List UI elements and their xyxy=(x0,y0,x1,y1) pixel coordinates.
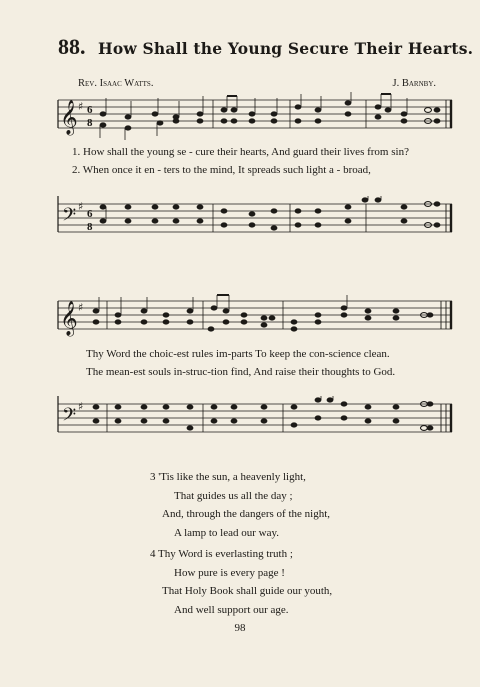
svg-text:𝄢: 𝄢 xyxy=(62,205,77,230)
verse-3 xyxy=(150,468,330,542)
svg-text:♯: ♯ xyxy=(78,301,84,314)
author-credit: Rev. Isaac Watts. xyxy=(78,78,154,89)
hymn-title xyxy=(58,34,474,60)
svg-text:6: 6 xyxy=(87,208,93,220)
verse-4 xyxy=(150,545,332,619)
lyric-line-3: Thy Word the choic-est rules im-parts To keep the con-science clean. xyxy=(86,348,390,360)
hymn-title-text: How Shall the Young Secure Their Hearts. xyxy=(98,39,474,58)
bass-staff-system-2 xyxy=(0,396,480,446)
treble-staff-system-2 xyxy=(0,293,480,343)
hymn-number: 88. xyxy=(58,34,86,59)
verse-line: That Holy Book shall guide our youth, xyxy=(162,585,333,597)
svg-text:8: 8 xyxy=(87,117,93,129)
lyric-line-2: 2. When once it en - ters to the mind, It spreads such light a - broad, xyxy=(72,164,371,176)
verse-line: That guides us all the day ; xyxy=(174,489,293,502)
verse-line: 4 Thy Word is everlasting truth ; xyxy=(150,548,293,560)
svg-text:𝄢: 𝄢 xyxy=(62,405,77,430)
verse-line: 3 'Tis like the sun, a heavenly light, xyxy=(150,471,306,483)
lyric-line-1: 1. How shall the young se - cure their hearts, And guard their lives from sin? xyxy=(72,146,409,158)
treble-staff-system-1 xyxy=(0,92,480,142)
svg-text:8: 8 xyxy=(87,221,93,233)
composer-credit: J. Barnby. xyxy=(392,78,436,89)
svg-text:♯: ♯ xyxy=(78,400,84,413)
svg-text:♯: ♯ xyxy=(78,100,84,113)
page-number: 98 xyxy=(234,622,246,634)
svg-text:♯: ♯ xyxy=(78,200,84,213)
lyric-line-4: The mean-est souls in-struc-tion find, And raise their thoughts to God. xyxy=(86,366,396,378)
verse-line: A lamp to lead our way. xyxy=(174,526,279,539)
svg-text:𝄞: 𝄞 xyxy=(60,100,78,135)
verse-line: How pure is every page ! xyxy=(174,566,285,579)
svg-text:𝄞: 𝄞 xyxy=(60,301,78,336)
bass-staff-system-1 xyxy=(0,196,480,246)
verse-line: And well support our age. xyxy=(174,603,289,616)
verse-line: And, through the dangers of the night, xyxy=(162,508,331,520)
svg-text:6: 6 xyxy=(87,104,93,116)
